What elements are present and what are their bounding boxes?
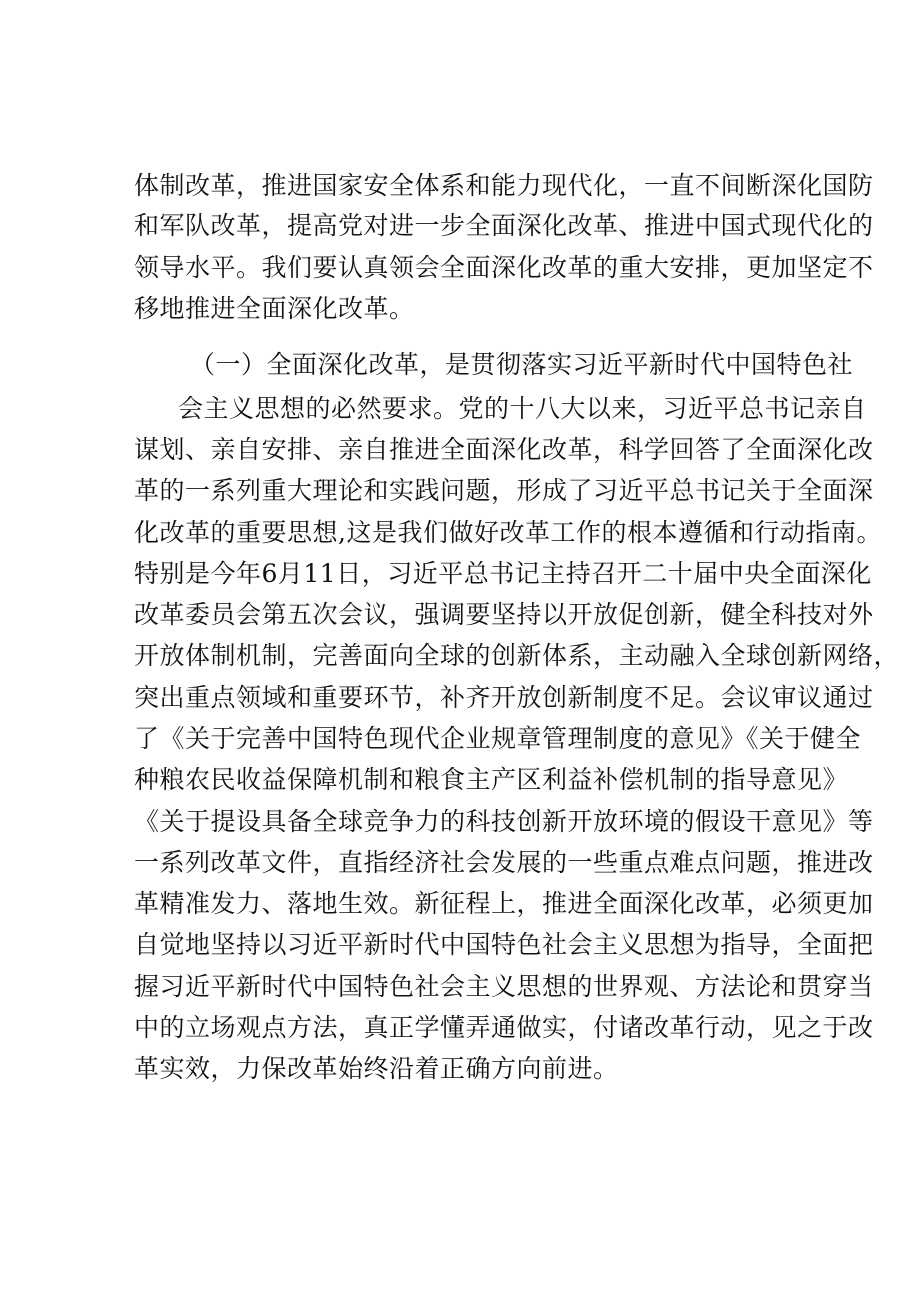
paragraph-line: 谋划、亲自安排、亲自推进全面深化改革，科学回答了全面深化改 xyxy=(134,435,874,464)
paragraph-line: 领导水平。我们要认真领会全面深化改革的重大安排，更加坚定不 xyxy=(134,253,874,282)
paragraph-line: 中的立场观点方法，真正学懂弄通做实，付诸改革行动，见之于改 xyxy=(134,1013,874,1042)
paragraph-line: 移地推进全面深化改革。 xyxy=(134,294,415,323)
paragraph-line: 会主义思想的必然要求。党的十八大以来，习近平总书记亲自 xyxy=(178,394,867,423)
paragraph-line: 握习近平新时代中国特色社会主义思想的世界观、方法论和贯穿当 xyxy=(134,972,874,1001)
paragraph-line: 革的一系列重大理论和实践问题，形成了习近平总书记关于全面深 xyxy=(134,476,874,505)
paragraph-line: 化改革的重要思想,这是我们做好改革工作的根本遵循和行动指南。 xyxy=(134,518,882,547)
paragraph-line: 改革委员会第五次会议，强调要坚持以开放促创新，健全科技对外 xyxy=(134,600,874,629)
paragraph-line: 革精准发力、落地生效。新征程上，推进全面深化改革，必须更加 xyxy=(134,889,874,918)
paragraph-line: 种粮农民收益保障机制和粮食主产区利益补偿机制的指导意见》 xyxy=(134,765,849,794)
paragraph-line: 革实效，力保改革始终沿着正确方向前进。 xyxy=(134,1054,619,1083)
paragraph-line: 《关于提设具备全球竞争力的科技创新开放环境的假设干意见》等 xyxy=(134,807,874,836)
paragraph-line: 开放体制机制，完善面向全球的创新体系，主动融入全球创新网络， xyxy=(134,641,900,670)
paragraph-line: 特别是今年6月11日，习近平总书记主持召开二十届中央全面深化 xyxy=(134,559,872,588)
paragraph-line: 体制改革，推进国家安全体系和能力现代化，一直不间断深化国防 xyxy=(134,171,874,200)
paragraph-line: 自觉地坚持以习近平新时代中国特色社会主义思想为指导，全面把 xyxy=(134,930,874,959)
section-heading: （一）全面深化改革，是贯彻落实习近平新时代中国特色社 xyxy=(190,350,854,379)
paragraph-line: 了《关于完善中国特色现代企业规章管理制度的意见》《关于健全 xyxy=(134,724,862,753)
paragraph-line: 和军队改革，提高党对进一步全面深化改革、推进中国式现代化的 xyxy=(134,211,874,240)
paragraph-line: 突出重点领域和重要环节，补齐开放创新制度不足。会议审议通过 xyxy=(134,683,874,712)
paragraph-line: 一系列改革文件，直指经济社会发展的一些重点难点问题，推进改 xyxy=(134,848,874,877)
